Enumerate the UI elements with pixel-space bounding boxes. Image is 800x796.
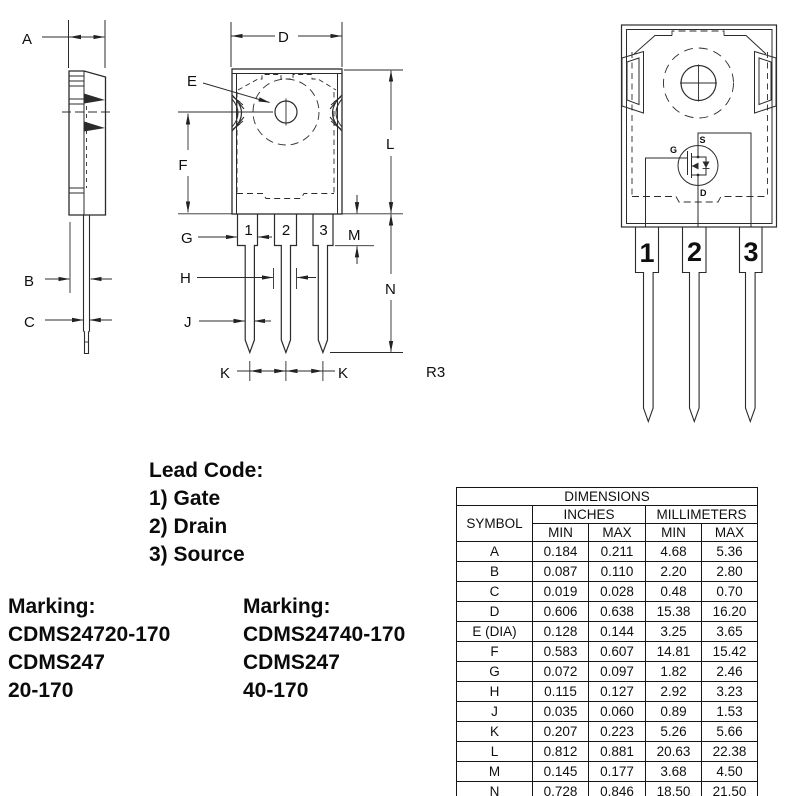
dim-cell: 0.019 (533, 582, 589, 602)
dim-cell: 0.128 (533, 622, 589, 642)
dim-cell: M (457, 762, 533, 782)
dim-cell: K (457, 722, 533, 742)
col-header: MAX (589, 524, 646, 542)
dim-cell: 2.46 (702, 662, 758, 682)
dim-cell: N (457, 782, 533, 796)
front-pin3-label: 3 (319, 222, 328, 239)
lead-code-item-gate: 1) Gate (149, 487, 221, 510)
dim-cell: 0.035 (533, 702, 589, 722)
side-bevel-left (622, 52, 644, 114)
table-row (457, 622, 758, 642)
dim-cell: 2.20 (646, 562, 702, 582)
table-row (457, 782, 758, 796)
dim-cell: 2.92 (646, 682, 702, 702)
dim-label-l: L (386, 136, 395, 153)
dim-cell: 0.207 (533, 722, 589, 742)
dim-cell: 4.68 (646, 542, 702, 562)
marking-line: 20-170 (8, 679, 74, 702)
dim-cell: 0.638 (589, 602, 646, 622)
dim-cell: E (DIA) (457, 622, 533, 642)
dim-label-k-left: K (220, 365, 231, 382)
side-notch-left (232, 95, 244, 131)
table-unit-header-row (457, 506, 758, 524)
table-row (457, 562, 758, 582)
dim-cell: 0.060 (589, 702, 646, 722)
marking-block-left (8, 593, 170, 705)
dim-cell: 20.63 (646, 742, 702, 762)
rear-pin1-label: 1 (639, 238, 655, 268)
dim-cell: 3.25 (646, 622, 702, 642)
dim-cell: F (457, 642, 533, 662)
dim-cell: 15.38 (646, 602, 702, 622)
package-rear-view (622, 25, 777, 422)
dim-cell: 0.115 (533, 682, 589, 702)
dim-cell: 5.36 (702, 542, 758, 562)
front-pin2-label: 2 (281, 222, 291, 239)
dim-cell: 1.82 (646, 662, 702, 682)
dim-label-g: G (181, 230, 193, 247)
dim-cell: 3.23 (702, 682, 758, 702)
marking-title: Marking: (8, 595, 96, 618)
dim-cell: D (457, 602, 533, 622)
dim-label-n: N (385, 281, 396, 298)
dim-cell: 0.812 (533, 742, 589, 762)
col-header: MIN (646, 524, 702, 542)
dim-label-c: C (24, 314, 35, 331)
dim-cell: 0.70 (702, 582, 758, 602)
dim-cell: B (457, 562, 533, 582)
table-title: DIMENSIONS (457, 488, 758, 506)
dim-label-k-right: K (338, 365, 349, 382)
table-row (457, 662, 758, 682)
dim-cell: 0.087 (533, 562, 589, 582)
dim-label-b: B (24, 273, 35, 290)
package-body-outline (232, 69, 342, 214)
table-title-row (457, 488, 758, 506)
dim-cell: 0.127 (589, 682, 646, 702)
side-notch-right (330, 95, 342, 131)
corner-radius-label: R3 (426, 364, 446, 381)
marking-line: CDMS24740-170 (243, 623, 406, 646)
drain-net-label: D (700, 188, 707, 198)
dim-label-a: A (22, 31, 33, 48)
dim-cell: 0.028 (589, 582, 646, 602)
dim-cell: 14.81 (646, 642, 702, 662)
dim-cell: 0.607 (589, 642, 646, 662)
mold-chamfer-hatch (84, 122, 105, 132)
dim-cell: 1.53 (702, 702, 758, 722)
gate-net-label: G (669, 145, 677, 155)
dim-cell: 2.80 (702, 562, 758, 582)
marking-line: CDMS247 (8, 651, 105, 674)
dim-label-j: J (184, 314, 192, 331)
dim-cell: 0.606 (533, 602, 589, 622)
package-front-view (178, 22, 403, 381)
dim-cell: G (457, 662, 533, 682)
mold-chamfer-hatch (84, 94, 105, 104)
marking-line: 40-170 (243, 679, 309, 702)
table-row (457, 582, 758, 602)
table-row (457, 762, 758, 782)
dim-cell: 5.66 (702, 722, 758, 742)
dim-cell: 0.177 (589, 762, 646, 782)
front-pin1-label: 1 (244, 222, 253, 239)
dim-cell: 3.68 (646, 762, 702, 782)
marking-title: Marking: (243, 595, 331, 618)
dim-cell: 0.89 (646, 702, 702, 722)
table-row (457, 642, 758, 662)
dim-cell: 0.072 (533, 662, 589, 682)
table-row (457, 682, 758, 702)
inches-header: INCHES (533, 506, 646, 524)
dim-cell: A (457, 542, 533, 562)
dim-cell: 0.846 (589, 782, 646, 796)
lead-code-title: Lead Code: (149, 459, 264, 482)
dim-cell: 0.728 (533, 782, 589, 796)
dim-cell: H (457, 682, 533, 702)
dim-cell: 0.144 (589, 622, 646, 642)
side-bevel-right (755, 52, 777, 114)
dim-cell: 5.26 (646, 722, 702, 742)
dim-label-m: M (348, 227, 361, 244)
dim-cell: J (457, 702, 533, 722)
dim-label-d: D (278, 29, 289, 46)
dim-cell: C (457, 582, 533, 602)
table-row (457, 742, 758, 762)
lead-code-item-drain: 2) Drain (149, 515, 228, 538)
table-row (457, 602, 758, 622)
dim-label-h: H (180, 270, 191, 287)
marking-line: CDMS247 (243, 651, 340, 674)
lead-code-item-source: 3) Source (149, 543, 245, 566)
col-header: MAX (702, 524, 758, 542)
table-row (457, 542, 758, 562)
dim-cell: 0.48 (646, 582, 702, 602)
dim-cell: 0.223 (589, 722, 646, 742)
table-row (457, 702, 758, 722)
dim-cell: 4.50 (702, 762, 758, 782)
dim-cell: 0.110 (589, 562, 646, 582)
table-row (457, 722, 758, 742)
dimensions-table (456, 487, 758, 796)
dim-cell: 18.50 (646, 782, 702, 796)
source-net-label: S (699, 135, 706, 145)
symbol-header: SYMBOL (457, 506, 533, 542)
marking-line: CDMS24720-170 (8, 623, 171, 646)
col-header: MIN (533, 524, 589, 542)
dim-cell: 0.211 (589, 542, 646, 562)
dim-cell: 21.50 (702, 782, 758, 796)
rear-pin3-label: 3 (743, 237, 759, 267)
dim-cell: 0.184 (533, 542, 589, 562)
rear-pin2-label: 2 (686, 237, 703, 267)
package-side-view (42, 20, 114, 354)
dim-cell: 0.881 (589, 742, 646, 762)
dim-cell: 22.38 (702, 742, 758, 762)
lead-code-block (149, 457, 263, 569)
dim-cell: 0.097 (589, 662, 646, 682)
dim-cell: 16.20 (702, 602, 758, 622)
dim-cell: 3.65 (702, 622, 758, 642)
dim-cell: 15.42 (702, 642, 758, 662)
dim-cell: 0.145 (533, 762, 589, 782)
dim-label-e: E (187, 73, 198, 90)
dim-cell: 0.583 (533, 642, 589, 662)
millimeters-header: MILLIMETERS (646, 506, 758, 524)
dim-label-f: F (178, 157, 188, 174)
marking-block-right (243, 593, 405, 705)
mosfet-symbol (646, 133, 752, 227)
dim-cell: L (457, 742, 533, 762)
